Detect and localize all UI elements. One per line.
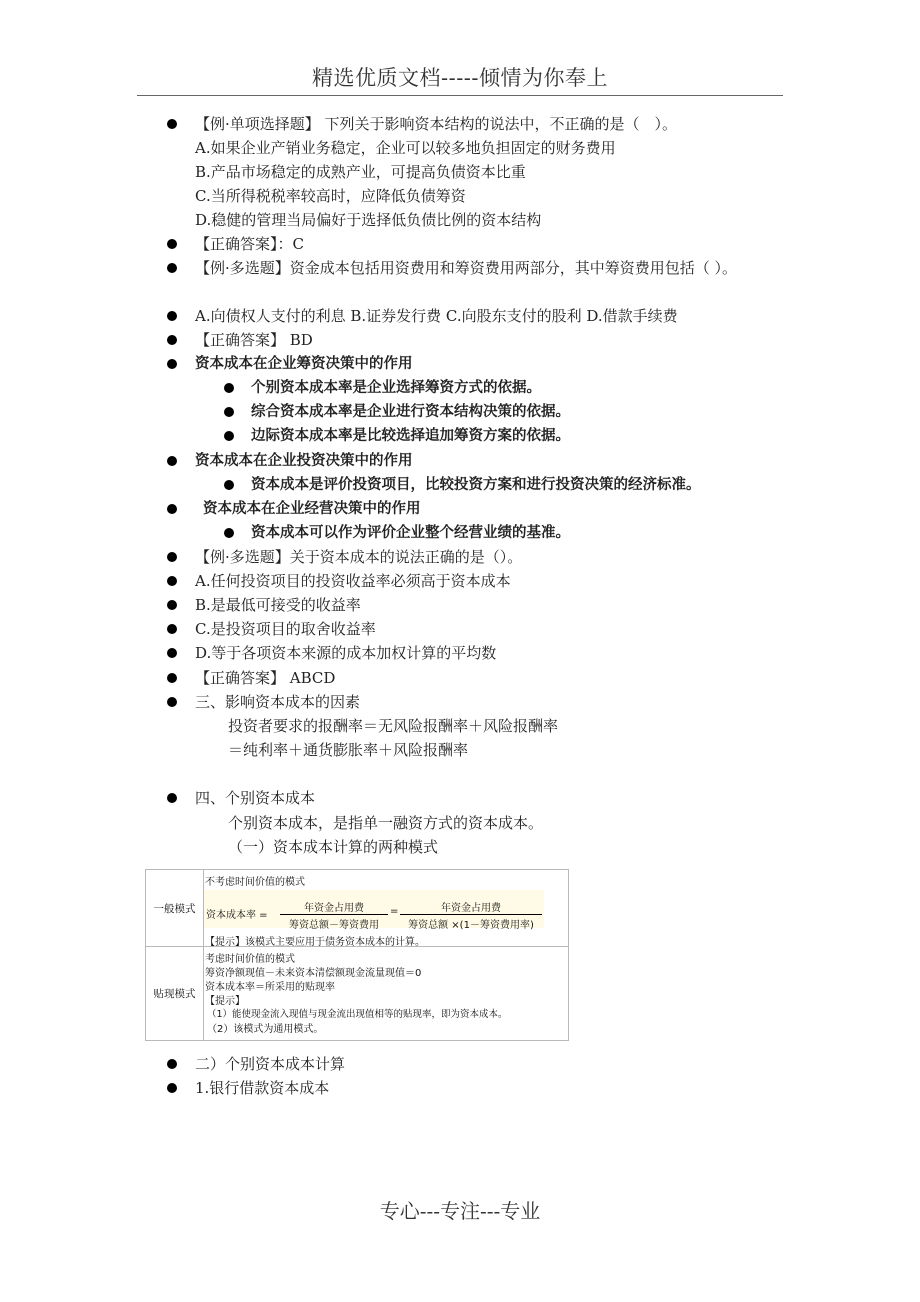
- page-footer: 专心---专注---专业: [379, 1199, 541, 1223]
- q1-option-c: C.当所得税税率较高时，应降低负债筹资: [195, 187, 466, 205]
- section-3-line-1: 投资者要求的报酬率＝无风险报酬率＋风险报酬率: [228, 717, 559, 735]
- row-label-discount: 贴现模式: [146, 947, 204, 1040]
- discount-line-2: 筹资净额现值－未来资本清偿额现金流量现值＝0: [205, 968, 422, 979]
- discount-line-3: 资本成本率＝所采用的贴现率: [205, 982, 335, 993]
- bullet: [224, 480, 234, 490]
- question-1: 【例·单项选择题】 下列关于影响资本结构的说法中，不正确的是（ ）。: [195, 115, 678, 133]
- fraction-rate: [400, 899, 542, 931]
- role-investment-a: 资本成本是评价投资项目，比较投资方案和进行投资决策的经济标准。: [251, 477, 701, 493]
- role-operation-a: 资本成本可以作为评价企业整个经营业绩的基准。: [251, 525, 570, 541]
- bullet: [167, 119, 177, 129]
- q3-option-d: D.等于各项资本来源的成本加权计算的平均数: [195, 644, 497, 662]
- bullet: [167, 600, 177, 610]
- section-4-line-2: （一）资本成本计算的两种模式: [228, 838, 439, 856]
- role-financing-c: 边际资本成本率是比较选择追加筹资方案的依据。: [251, 428, 570, 444]
- section-3-line-2: ＝纯利率＋通货膨胀率＋风险报酬率: [228, 741, 469, 759]
- answer-1: 【正确答案】：C: [195, 235, 304, 253]
- question-2: 【例·多选题】资金成本包括用资费用和筹资费用两部分，其中筹资费用包括（ ）。: [195, 259, 738, 277]
- bullet: [167, 311, 177, 321]
- bullet: [167, 697, 177, 707]
- row-label-general: 一般模式: [146, 870, 204, 947]
- bullet: [167, 576, 177, 586]
- bullet: [167, 504, 177, 514]
- q1-option-d: D.稳健的管理当局偏好于选择低负债比例的资本结构: [195, 211, 542, 229]
- discount-line-4: 【提示】: [205, 996, 245, 1007]
- section-bank-loan: 1.银行借款资本成本: [195, 1079, 330, 1097]
- fraction-rate-numerator: 年资金占用费: [441, 903, 501, 914]
- bullet: [167, 239, 177, 249]
- discount-line-6: （2）该模式为通用模式。: [207, 1024, 324, 1035]
- bullet: [167, 648, 177, 658]
- fraction-simple: [280, 899, 388, 931]
- bullet: [224, 528, 234, 538]
- q1-option-b: B.产品市场稳定的成熟产业，可提高负债资本比重: [195, 163, 526, 181]
- q2-options: A.向债权人支付的利息 B.证券发行费 C.向股东支付的股利 D.借款手续费: [195, 307, 678, 325]
- section-calc-title: 二）个别资本成本计算: [195, 1055, 346, 1073]
- section-3-title: 三、影响资本成本的因素: [195, 693, 361, 711]
- discount-model-cell: [204, 947, 568, 1040]
- bullet: [167, 673, 177, 683]
- role-financing-a: 个别资本成本率是企业选择筹资方式的依据。: [251, 380, 541, 396]
- bullet: [224, 407, 234, 417]
- header-rule: [137, 95, 783, 96]
- fraction-simple-denominator: 筹资总额－筹资费用: [280, 914, 388, 931]
- equals-sign: =: [390, 906, 399, 917]
- q3-option-b: B.是最低可接受的收益率: [195, 596, 361, 614]
- fraction-rate-denominator: 筹资总额 ×(1－筹资费用率): [400, 914, 542, 931]
- q3-option-a: A.任何投资项目的投资收益率必须高于资本成本: [195, 572, 511, 590]
- bullet: [167, 456, 177, 466]
- role-financing: 资本成本在企业筹资决策中的作用: [195, 356, 413, 372]
- section-4-line-1: 个别资本成本，是指单一融资方式的资本成本。: [228, 814, 544, 832]
- bullet: [167, 624, 177, 634]
- q1-option-a: A.如果企业产销业务稳定，企业可以较多地负担固定的财务费用: [195, 139, 616, 157]
- role-operation: 资本成本在企业经营决策中的作用: [203, 501, 421, 517]
- general-model-cell: [204, 870, 568, 947]
- answer-3: 【正确答案】 ABCD: [195, 669, 336, 687]
- bullet: [224, 383, 234, 393]
- role-investment: 资本成本在企业投资决策中的作用: [195, 453, 413, 469]
- bullet: [224, 431, 234, 441]
- general-model-title: 不考虑时间价值的模式: [205, 877, 305, 888]
- formula-label: 资本成本率 =: [206, 910, 268, 921]
- answer-2: 【正确答案】 BD: [195, 331, 313, 349]
- discount-line-5: （1）能使现金流入现值与现金流出现值相等的贴现率，即为资本成本。: [207, 1009, 508, 1020]
- q3-option-c: C.是投资项目的取舍收益率: [195, 620, 376, 638]
- bullet: [167, 793, 177, 803]
- bullet: [167, 552, 177, 562]
- bullet: [167, 335, 177, 345]
- bullet: [167, 1083, 177, 1093]
- section-4-title: 四、个别资本成本: [195, 789, 316, 807]
- general-model-tip: 【提示】该模式主要应用于债务资本成本的计算。: [205, 937, 425, 948]
- discount-line-1: 考虑时间价值的模式: [205, 954, 295, 965]
- bullet: [167, 359, 177, 369]
- fraction-simple-numerator: 年资金占用费: [304, 903, 364, 914]
- question-3: 【例·多选题】关于资本成本的说法正确的是（）。: [195, 548, 523, 566]
- cost-model-table: [145, 869, 569, 1041]
- bullet: [167, 263, 177, 273]
- page-header: 精选优质文档-----倾情为你奉上: [312, 66, 608, 90]
- role-financing-b: 综合资本成本率是企业进行资本结构决策的依据。: [251, 404, 570, 420]
- bullet: [167, 1059, 177, 1069]
